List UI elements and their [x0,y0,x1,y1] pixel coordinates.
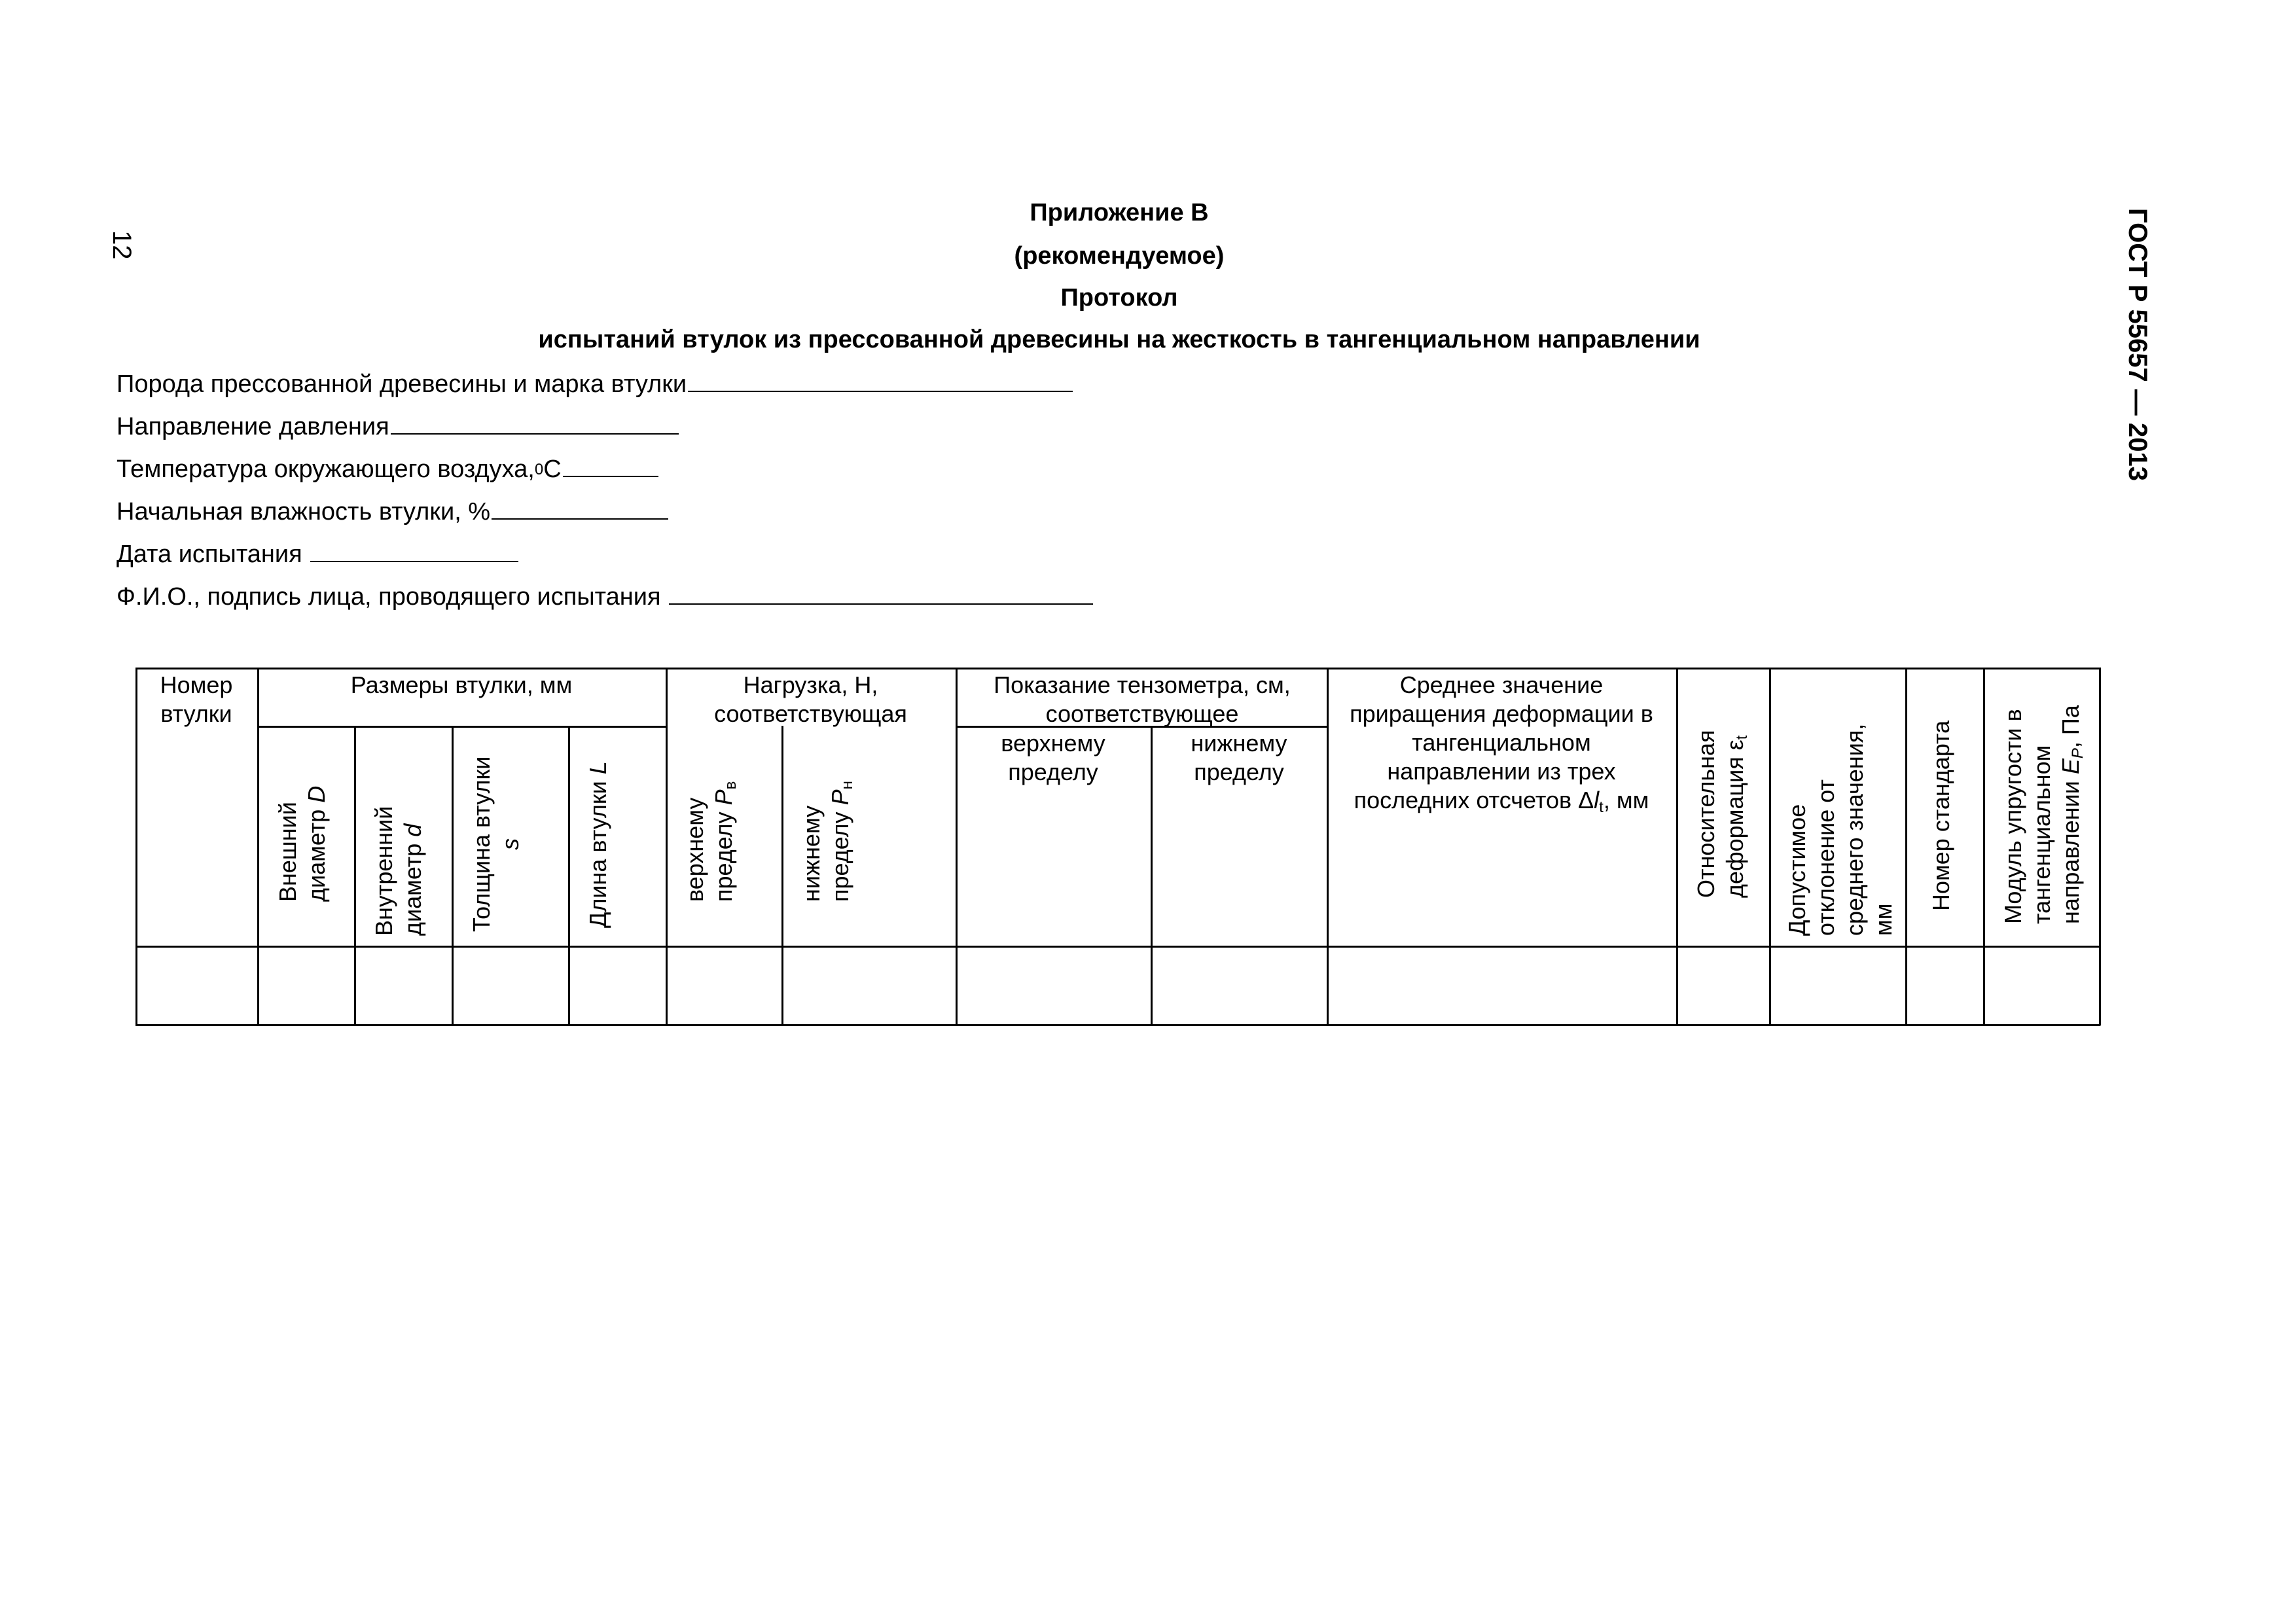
table-cell[interactable] [1151,946,1327,1024]
field-label: Дата испытания [117,541,302,568]
table-cell[interactable] [354,946,452,1024]
field-temperature: Температура окружающего воздуха, $^0$ С [117,454,658,484]
header-allowed-deviation: Допустимое отклонение от среднего значения, мм [1784,723,1897,936]
header-tensometer-group: Показание тензометра, см, соответствующее [994,671,1291,727]
header-thickness: Толщина втулки s [468,756,524,932]
header-tensometer-upper: верхнему пределу [1001,730,1105,785]
header-load-group: Нагрузка, Н, соответствующая [714,671,907,727]
field-label: Ф.И.О., подпись лица, проводящего испытания [117,583,661,611]
table-border-bottom [135,1024,2100,1026]
header-inner-diameter: Внутренний диаметр d [370,806,426,936]
header-outer-diameter: Внешний диаметр D [274,785,330,902]
standard-code: ГОСТ Р 55657 — 2013 [2123,208,2152,481]
header-lower-load: нижнему пределу $P_н$ [798,781,856,902]
protocol-subtitle: испытаний втулок из прессованной древесины на жесткость в тангенциальном направлении [538,326,1700,353]
appendix-status: (рекомендуемое) [1014,242,1225,270]
table-cell[interactable] [956,946,1151,1024]
table-cell[interactable] [1769,946,1905,1024]
field-label: Температура окружающего воздуха, [117,455,535,483]
header-relative-deformation: Относительная деформация $\varepsilon_t$ [1693,730,1751,898]
field-label: Начальная влажность втулки, % [117,498,491,526]
table-cell[interactable] [781,946,956,1024]
table-cell[interactable] [135,946,257,1024]
header-upper-load: верхнему пределу $P_в$ [681,781,740,902]
field-label: Направление давления [117,413,389,440]
table-cell[interactable] [1676,946,1769,1024]
table-cell[interactable] [1983,946,2099,1024]
table-border-right [2099,668,2101,1026]
header-length: Длина втулки L [584,761,611,928]
header-tensometer-lower: нижнему пределу [1191,730,1287,785]
table-cell[interactable] [666,946,781,1024]
header-standard-number: Номер стандарта [1928,720,1954,911]
table-border-top [135,668,2100,669]
protocol-title: Протокол [1060,284,1178,312]
header-mean-increment: Среднее значение приращения деформации в тангенциальном направлении из трех последних отсчетов $\Delta l_t$, мм [1350,671,1653,816]
header-elastic-modulus: Модуль упругости в тангенциальном направлении $E_P$, Па [2000,705,2087,924]
header-dimensions-group: Размеры втулки, мм [350,671,573,698]
header-sleeve-number: Номер втулки [160,671,233,727]
table-cell[interactable] [257,946,354,1024]
field-label: Порода прессованной древесины и марка втулки [117,370,687,398]
page-number: 12 [107,230,136,260]
unit-label: С [543,455,562,483]
appendix-heading: Приложение В [1030,199,1209,226]
table-cell[interactable] [1327,946,1676,1024]
table-cell[interactable] [1905,946,1983,1024]
table-cell[interactable] [452,946,568,1024]
table-divider [257,726,666,728]
table-cell[interactable] [568,946,666,1024]
